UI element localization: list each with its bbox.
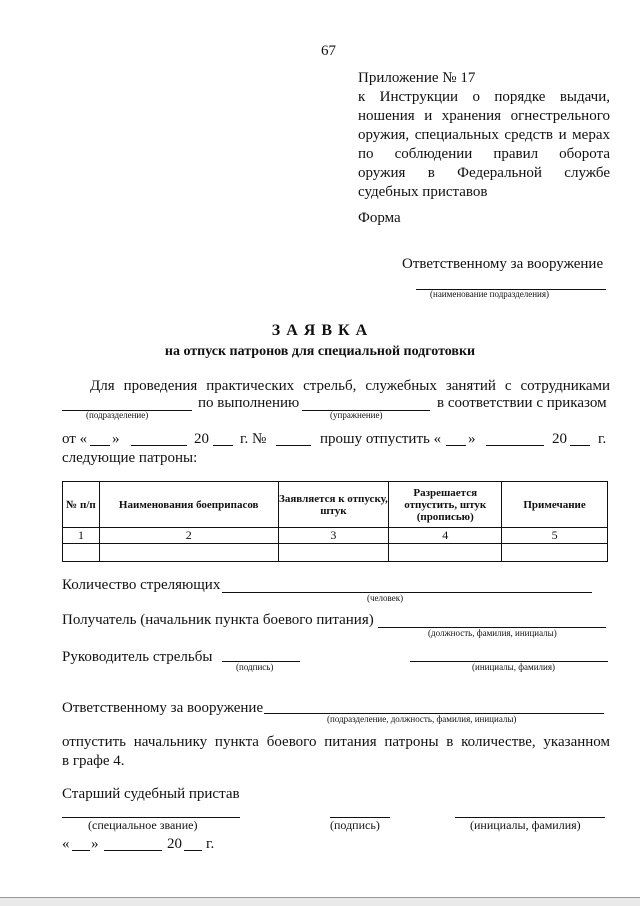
following-text: следующие патроны: xyxy=(62,450,198,466)
shooters-hint: (человек) xyxy=(367,593,404,603)
per-order-text: в соответствии с приказом xyxy=(437,395,607,411)
issue-text-line-1: отпустить начальнику пункта боевого питания патроны в количестве, указанном xyxy=(62,734,610,750)
table-row xyxy=(63,544,608,562)
appendix-line: ношения и хранения огнестрельного xyxy=(358,108,610,124)
table-header-row xyxy=(63,482,608,528)
issue-text-line-2: в графе 4. xyxy=(62,753,125,769)
range-head-sign-hint: (подпись) xyxy=(236,662,274,672)
ammo-table xyxy=(62,481,608,562)
date-year-suffix: г. xyxy=(206,836,215,852)
armory-hint: (подразделение, должность, фамилия, инициалы) xyxy=(327,714,517,724)
year-suffix: г. xyxy=(598,431,607,447)
range-head-label: Руководитель стрельбы xyxy=(62,649,213,665)
recipient-hint: (должность, фамилия, инициалы) xyxy=(428,628,557,638)
table-cell: 4 xyxy=(389,528,502,544)
shooters-line xyxy=(222,592,592,593)
col-header-requested: Заявляется к отпуску, штук xyxy=(278,482,389,528)
body-line-1: Для проведения практических стрельб, служебных занятий с сотрудниками xyxy=(90,378,610,394)
table-cell: 3 xyxy=(278,528,389,544)
senior-label: Старший судебный пристав xyxy=(62,786,240,802)
table-numbering-row xyxy=(63,528,608,544)
appendix-title: Приложение № 17 xyxy=(358,70,476,86)
shooters-label: Количество стреляющих xyxy=(62,577,221,593)
addressee-hint: (наименование подразделения) xyxy=(430,289,549,299)
request-year-prefix: 20 xyxy=(552,431,567,447)
table-cell: 1 xyxy=(63,528,100,544)
date-year-line xyxy=(184,850,202,851)
order-year-prefix: 20 xyxy=(194,431,209,447)
date-day-line xyxy=(72,850,90,851)
table-cell[interactable] xyxy=(99,544,278,562)
col-header-name: Наименования боеприпасов xyxy=(99,482,278,528)
order-year-line xyxy=(213,445,233,446)
date-close-quote: » xyxy=(91,836,99,852)
document-title: З А Я В К А xyxy=(271,322,369,339)
appendix-line: к Инструкции о порядке выдачи, xyxy=(358,89,610,105)
armory-label: Ответственному за вооружение xyxy=(62,700,264,716)
appendix-line: судебных приставов xyxy=(358,184,488,200)
order-day-line xyxy=(90,445,110,446)
quote-close: » xyxy=(112,431,120,447)
page-number: 67 xyxy=(321,43,336,59)
appendix-line: оружия, специальных средств и мерах xyxy=(358,127,610,143)
date-year-prefix: 20 xyxy=(167,836,182,852)
senior-rank-hint: (специальное звание) xyxy=(88,818,198,832)
col-header-allowed: Разрешается отпустить, штук (прописью) xyxy=(389,482,502,528)
table-cell: 2 xyxy=(99,528,278,544)
order-month-line xyxy=(131,445,187,446)
col-header-number: № п/п xyxy=(63,482,100,528)
quote-close: » xyxy=(468,431,476,447)
senior-sign-hint: (подпись) xyxy=(330,818,380,832)
table-cell[interactable] xyxy=(63,544,100,562)
table-cell[interactable] xyxy=(278,544,389,562)
senior-name-hint: (инициалы, фамилия) xyxy=(470,818,581,832)
table-cell: 5 xyxy=(502,528,608,544)
appendix-line: оружия в Федеральной службе xyxy=(358,165,610,181)
date-month-line xyxy=(104,850,162,851)
order-number-line xyxy=(276,445,311,446)
document-subtitle: на отпуск патронов для специальной подготовки xyxy=(164,344,476,359)
request-year-line xyxy=(570,445,590,446)
from-text: от « xyxy=(62,431,88,447)
appendix-block xyxy=(358,69,610,202)
appendix-line: по соблюдении правил оборота xyxy=(358,146,610,162)
request-text: прошу отпустить « xyxy=(320,431,442,447)
addressee-text: Ответственному за вооружение xyxy=(402,256,604,272)
recipient-label: Получатель (начальник пункта боевого питания) xyxy=(62,612,374,628)
unit-hint: (подразделение) xyxy=(86,410,149,420)
col-header-note: Примечание xyxy=(502,482,608,528)
exercise-hint: (упражнение) xyxy=(330,410,383,420)
range-head-name-hint: (инициалы, фамилия) xyxy=(472,662,555,672)
table-cell[interactable] xyxy=(389,544,502,562)
form-label: Форма xyxy=(358,210,401,226)
request-month-line xyxy=(486,445,544,446)
request-day-line xyxy=(446,445,466,446)
date-open-quote: « xyxy=(62,836,70,852)
order-number-label: г. № xyxy=(240,431,267,447)
table-cell[interactable] xyxy=(502,544,608,562)
by-execution-text: по выполнению xyxy=(198,395,300,411)
